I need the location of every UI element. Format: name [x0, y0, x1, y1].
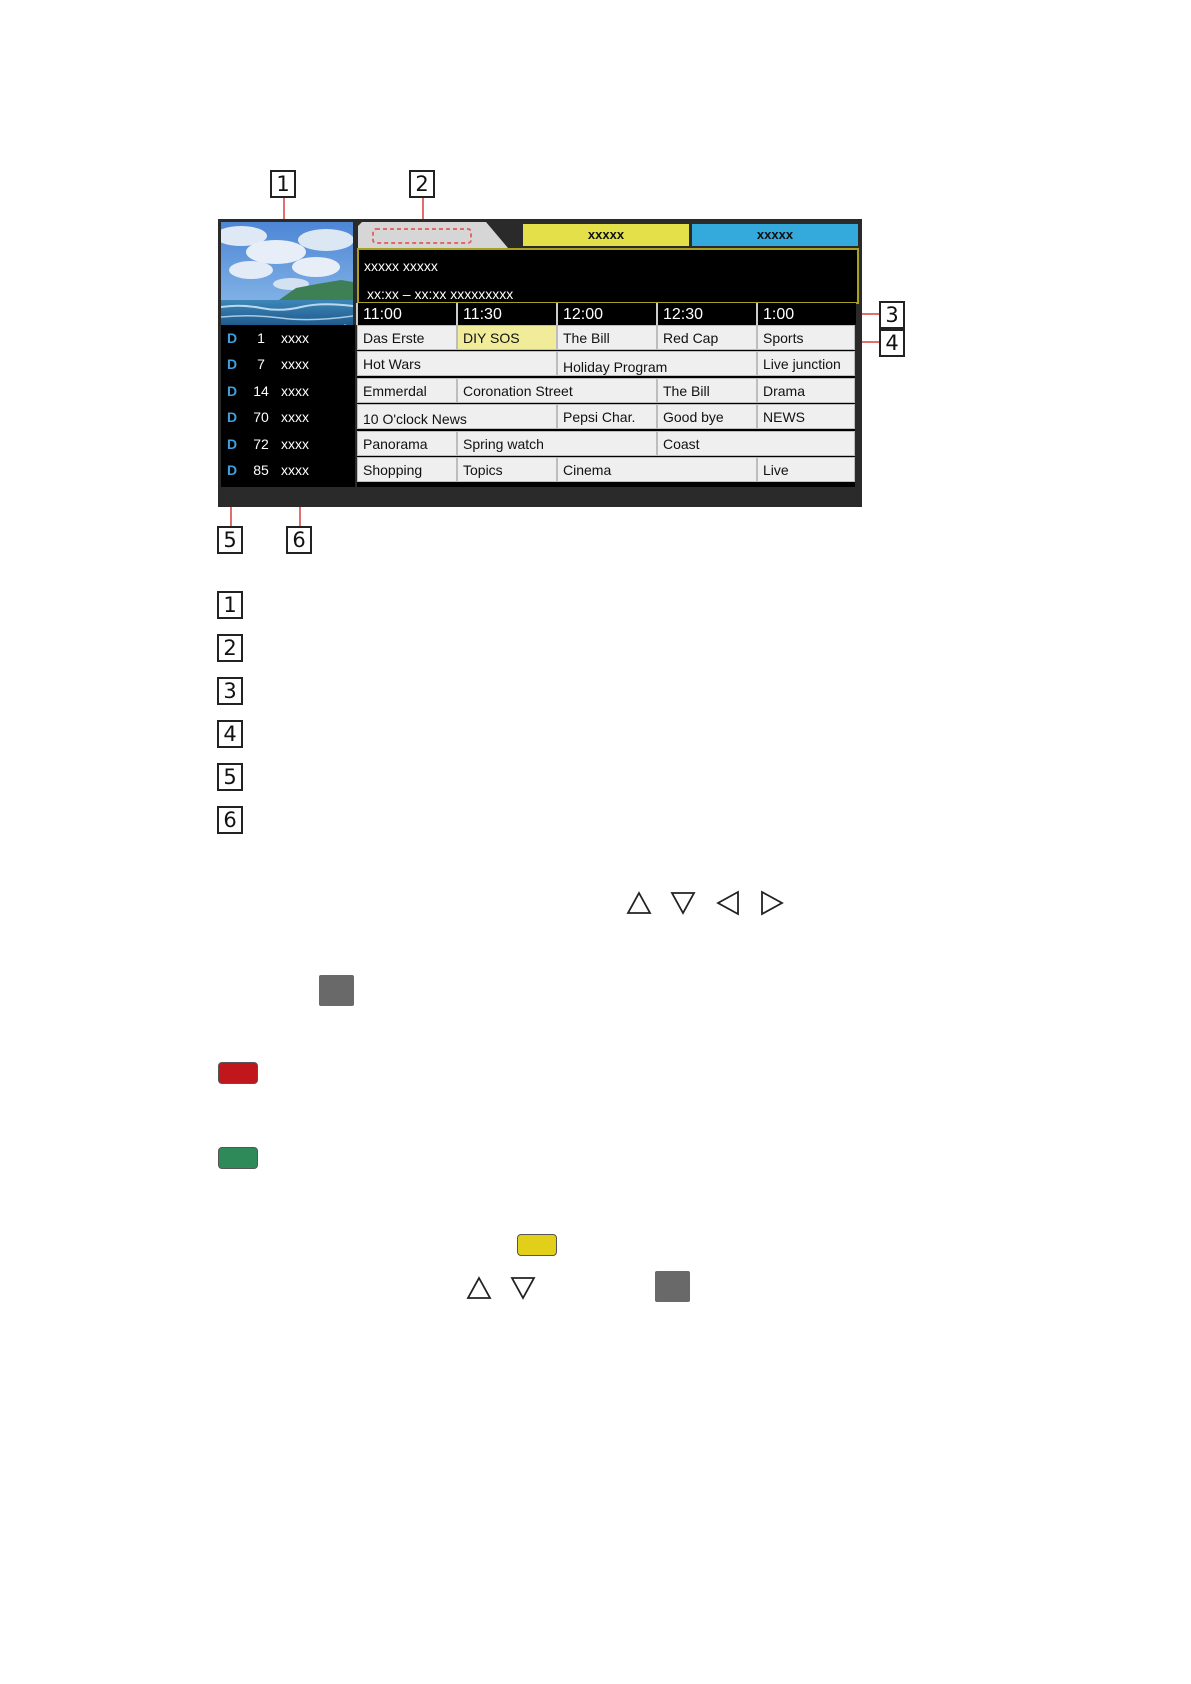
channel-name: xxxx	[281, 356, 309, 372]
programme-info-box	[357, 248, 859, 304]
down-triangle-icon	[510, 1276, 536, 1300]
ok-button-icon	[655, 1271, 690, 1302]
channel-name: xxxx	[281, 462, 309, 478]
programme-cell[interactable]: Live	[757, 457, 855, 482]
time-slot: 12:30	[656, 303, 756, 325]
callout-6: 6	[286, 526, 312, 554]
up-triangle-icon	[466, 1276, 492, 1300]
programme-cell[interactable]: Coast	[657, 431, 855, 456]
channel-type: D	[227, 383, 238, 399]
callout-4: 4	[879, 329, 905, 357]
programme-cell[interactable]: Holiday Program	[557, 351, 757, 376]
legend-number-4: 4	[217, 720, 243, 748]
programme-cell[interactable]: Coronation Street	[457, 378, 657, 403]
programme-cell[interactable]: Hot Wars	[357, 351, 557, 376]
programme-cell[interactable]: Pepsi Char.	[557, 404, 657, 429]
channel-name: xxxx	[281, 409, 309, 425]
programme-cell[interactable]: Shopping	[357, 457, 457, 482]
time-slot: 1:00	[756, 303, 856, 325]
tab-all[interactable]	[358, 222, 508, 248]
callout-1: 1	[270, 170, 296, 198]
tab-bar	[358, 222, 858, 248]
programme-cell[interactable]: Spring watch	[457, 431, 657, 456]
programme-cell[interactable]: Das Erste	[357, 325, 457, 350]
programme-cell[interactable]: Topics	[457, 457, 557, 482]
channel-type: D	[227, 409, 238, 425]
legend-number-2: 2	[217, 634, 243, 662]
legend-number-5: 5	[217, 763, 243, 791]
channel-number: 72	[253, 436, 269, 452]
channel-name: xxxx	[281, 330, 309, 346]
legend-number-6: 6	[217, 806, 243, 834]
channel-row[interactable]	[221, 457, 355, 483]
programme-cell[interactable]: 10 O'clock News	[357, 404, 557, 429]
programme-cell[interactable]: The Bill	[657, 378, 757, 403]
ok-button-icon	[319, 975, 354, 1006]
programme-info-time: xx:xx – xx:xx xxxxxxxxx	[367, 286, 514, 302]
down-triangle-icon	[670, 891, 696, 915]
programme-info-title: xxxxx xxxxx	[364, 258, 438, 274]
channel-row[interactable]	[221, 325, 355, 351]
channel-name: xxxx	[281, 383, 309, 399]
callout-5: 5	[217, 526, 243, 554]
legend-number-1: 1	[217, 591, 243, 619]
callout-3: 3	[879, 301, 905, 329]
programme-cell[interactable]: Good bye	[657, 404, 757, 429]
tv-preview-image	[221, 222, 353, 325]
programme-cell[interactable]: Panorama	[357, 431, 457, 456]
programme-cell-selected[interactable]: DIY SOS	[457, 325, 557, 350]
programme-cell[interactable]: Sports	[757, 325, 855, 350]
channel-number: 14	[253, 383, 269, 399]
channel-row[interactable]	[221, 378, 355, 404]
time-slot: 12:00	[556, 303, 656, 325]
programme-cell[interactable]: NEWS	[757, 404, 855, 429]
programme-cell[interactable]: Red Cap	[657, 325, 757, 350]
tab-yellow[interactable]: xxxxx	[523, 224, 689, 246]
channel-type: D	[227, 462, 238, 478]
channel-row[interactable]	[221, 404, 355, 430]
green-button-icon	[218, 1147, 258, 1169]
time-slot: 11:00	[356, 303, 456, 325]
left-triangle-icon	[716, 890, 740, 916]
channel-list	[221, 325, 355, 487]
channel-type: D	[227, 356, 238, 372]
tab-blue[interactable]: xxxxx	[692, 224, 858, 246]
programme-cell[interactable]: Drama	[757, 378, 855, 403]
time-bar	[356, 303, 856, 325]
programme-grid	[357, 325, 855, 487]
channel-type: D	[227, 330, 238, 346]
channel-number: 1	[257, 330, 265, 346]
time-slot: 11:30	[456, 303, 556, 325]
channel-number: 7	[257, 356, 265, 372]
channel-name: xxxx	[281, 436, 309, 452]
programme-cell[interactable]: Emmerdal	[357, 378, 457, 403]
channel-number: 85	[253, 462, 269, 478]
channel-row[interactable]	[221, 351, 355, 377]
programme-cell[interactable]: The Bill	[557, 325, 657, 350]
yellow-button-icon	[517, 1234, 557, 1256]
channel-number: 70	[253, 409, 269, 425]
up-triangle-icon	[626, 891, 652, 915]
programme-cell[interactable]: Cinema	[557, 457, 757, 482]
red-button-icon	[218, 1062, 258, 1084]
channel-type: D	[227, 436, 238, 452]
right-triangle-icon	[760, 890, 784, 916]
legend-number-3: 3	[217, 677, 243, 705]
callout-2: 2	[409, 170, 435, 198]
channel-row[interactable]	[221, 431, 355, 457]
programme-cell[interactable]: Live junction	[757, 351, 855, 376]
